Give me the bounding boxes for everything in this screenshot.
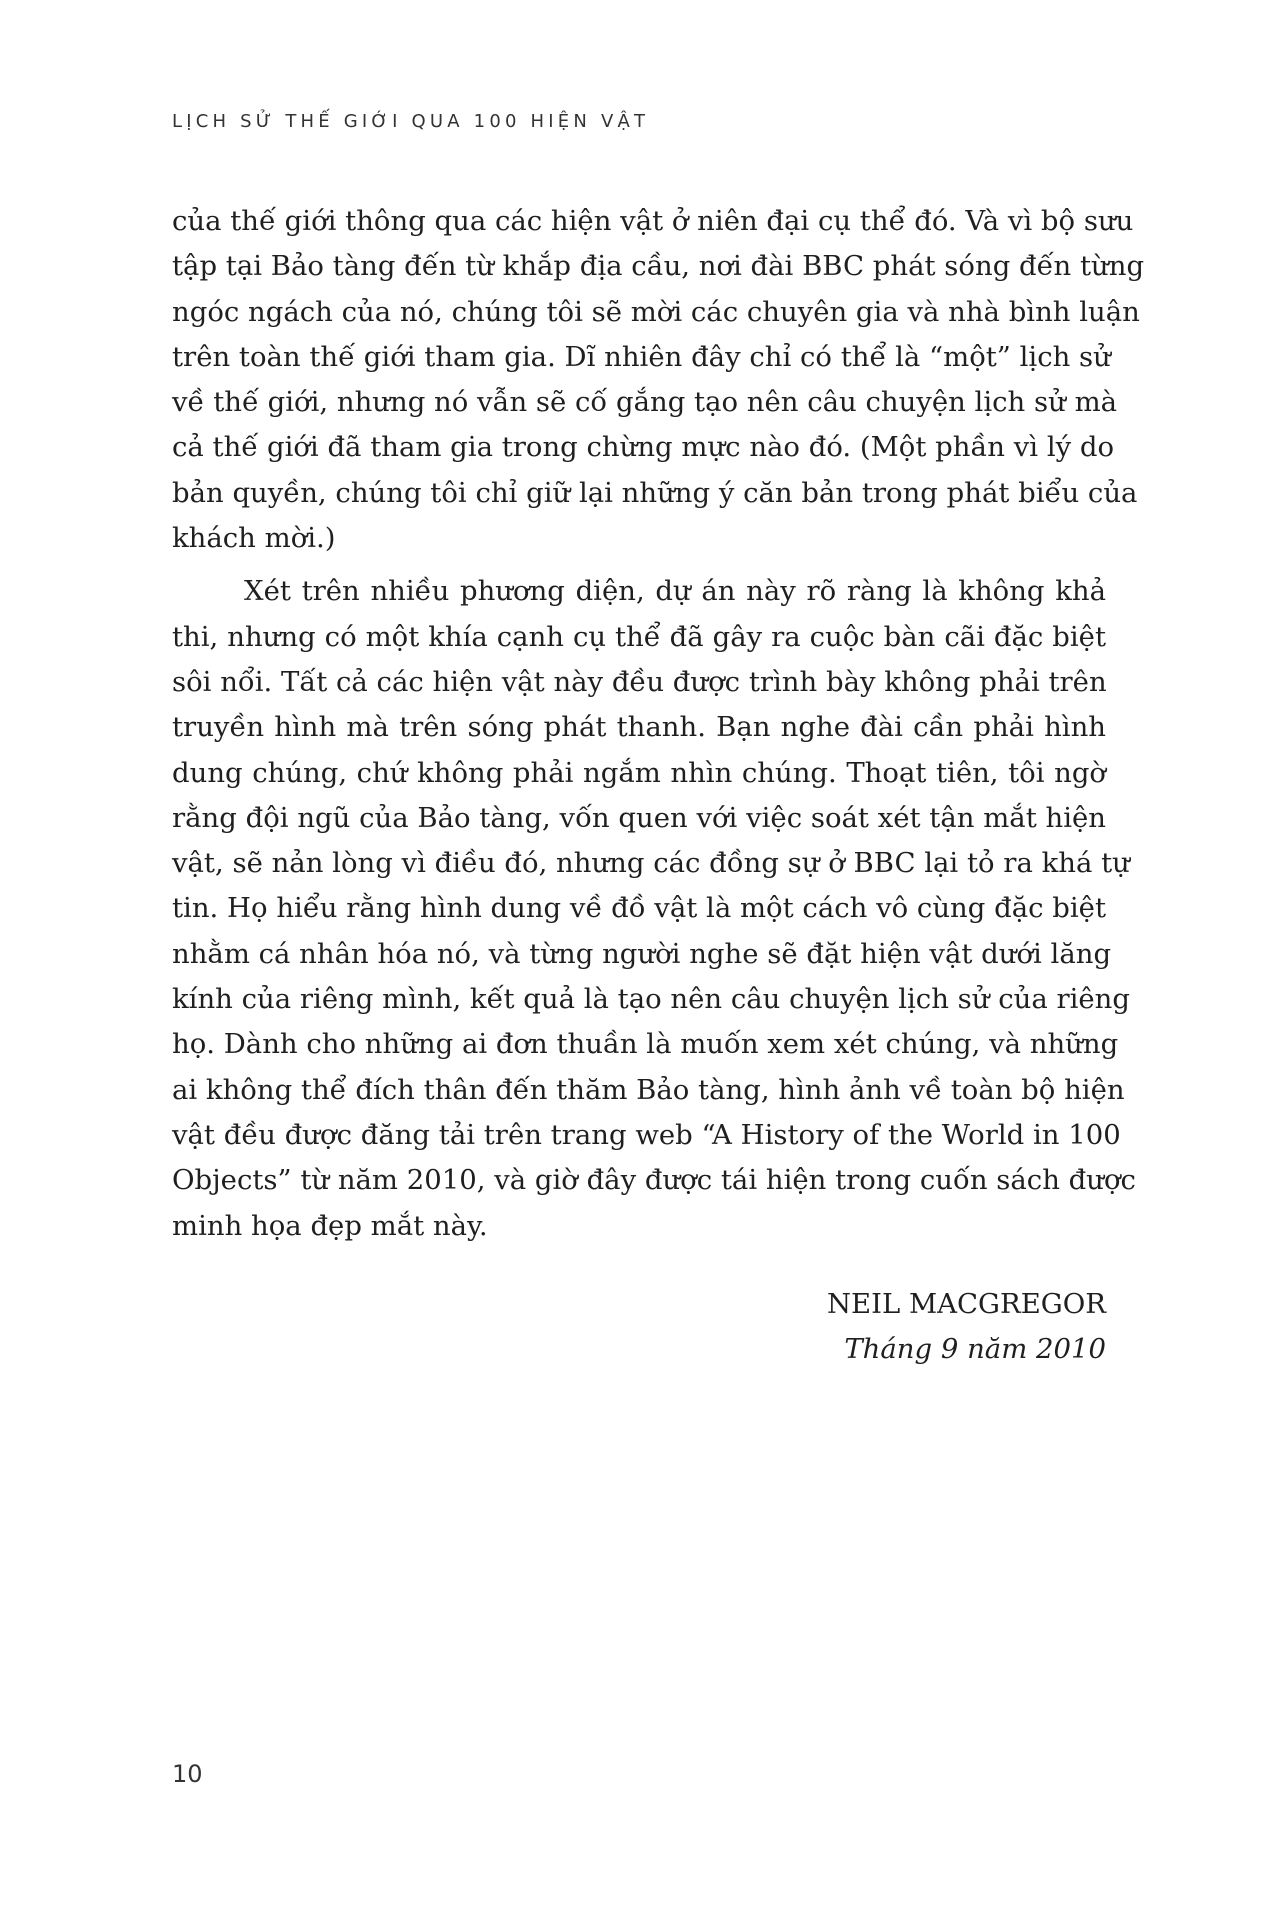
- paragraph-2: [172, 569, 1136, 1248]
- page-number: 10: [172, 1760, 203, 1788]
- text-line: dung chúng, chứ không phải ngắm nhìn chúng. Thoạt tiên, tôi ngờ: [172, 756, 1106, 789]
- text-line: ngóc ngách của nó, chúng tôi sẽ mời các chuyên gia và nhà bình luận: [172, 295, 1140, 328]
- text-line: bản quyền, chúng tôi chỉ giữ lại những ý căn bản trong phát biểu của: [172, 476, 1138, 509]
- text-line: sôi nổi. Tất cả các hiện vật này đều được trình bày không phải trên: [172, 665, 1107, 698]
- text-line: họ. Dành cho những ai đơn thuần là muốn xem xét chúng, và những: [172, 1028, 1119, 1061]
- signature-block: [827, 1282, 1106, 1372]
- body-text: [172, 199, 1145, 1249]
- text-line: nhằm cá nhân hóa nó, và từng người nghe sẽ đặt hiện vật dưới lăng: [172, 937, 1112, 970]
- text-line: trên toàn thế giới tham gia. Dĩ nhiên đây chỉ có thể là “một” lịch sử: [172, 340, 1111, 373]
- text-line: về thế giới, nhưng nó vẫn sẽ cố gắng tạo nên câu chuyện lịch sử mà: [172, 386, 1118, 419]
- text-line: vật đều được đăng tải trên trang web “A History of the World in 100: [172, 1118, 1121, 1151]
- text-line: truyền hình mà trên sóng phát thanh. Bạn nghe đài cần phải hình: [172, 711, 1106, 744]
- text-line: rằng đội ngũ của Bảo tàng, vốn quen với việc soát xét tận mắt hiện: [172, 801, 1106, 834]
- text-line: cả thế giới đã tham gia trong chừng mực nào đó. (Một phần vì lý do: [172, 431, 1115, 464]
- text-line: kính của riêng mình, kết quả là tạo nên câu chuyện lịch sử của riêng: [172, 983, 1130, 1016]
- text-line: khách mời.): [172, 522, 336, 555]
- text-line: Objects” từ năm 2010, và giờ đây được tái hiện trong cuốn sách được: [172, 1164, 1136, 1197]
- paragraph-1: [172, 199, 1145, 561]
- text-line: vật, sẽ nản lòng vì điều đó, nhưng các đồng sự ở BBC lại tỏ ra khá tự: [172, 847, 1130, 880]
- text-line: tin. Họ hiểu rằng hình dung về đồ vật là một cách vô cùng đặc biệt: [172, 892, 1106, 925]
- text-line: của thế giới thông qua các hiện vật ở niên đại cụ thể đó. Và vì bộ sưu: [172, 205, 1134, 237]
- text-line: ai không thể đích thân đến thăm Bảo tàng, hình ảnh về toàn bộ hiện: [172, 1073, 1125, 1106]
- text-line: tập tại Bảo tàng đến từ khắp địa cầu, nơi đài BBC phát sóng đến từng: [172, 250, 1145, 283]
- text-line: minh họa đẹp mắt này.: [172, 1209, 488, 1242]
- running-header: LỊCH SỬ THẾ GIỚI QUA 100 HIỆN VẬT: [172, 111, 650, 132]
- text-line: thi, nhưng có một khía cạnh cụ thể đã gây ra cuộc bàn cãi đặc biệt: [172, 620, 1106, 653]
- author-name: NEIL MACGREGOR: [826, 1288, 1106, 1320]
- signature-date: Tháng 9 năm 2010: [844, 1333, 1106, 1365]
- text-line: Xét trên nhiều phương diện, dự án này rõ ràng là không khả: [244, 575, 1106, 608]
